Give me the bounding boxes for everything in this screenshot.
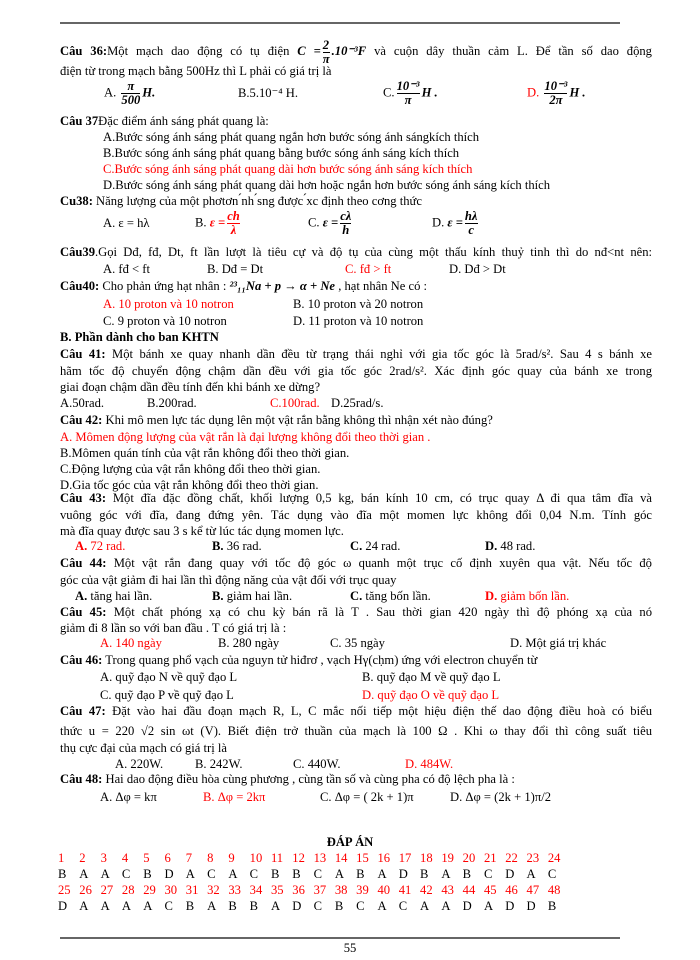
answer-number: 24 — [547, 851, 561, 865]
option-b: B. 242W. — [195, 757, 243, 771]
option-a: A. fđ < ft — [103, 262, 150, 276]
reaction-formula: ²³₁₁Na + p → α + Ne — [229, 279, 336, 293]
answer-numbers-row-1 — [58, 851, 658, 866]
answer-number: 1 — [58, 851, 65, 865]
answer-number: 22 — [505, 851, 518, 865]
answer-number: 4 — [121, 851, 129, 865]
answer-number: 33 — [228, 883, 241, 897]
option-text: 48 rad. — [500, 539, 536, 553]
fraction-num: cλ — [340, 209, 352, 223]
answer-letters-row-2 — [58, 899, 658, 914]
fraction-den: 2π — [549, 93, 563, 107]
answer-letter: D — [292, 899, 302, 913]
option-d-correct: D. 484W. — [405, 757, 454, 771]
question-39 — [60, 245, 652, 260]
answer-letter: D — [58, 899, 68, 913]
question-41 — [60, 347, 652, 362]
fraction-den: 500 — [121, 93, 141, 107]
option-d-correct: D. quỹ đạo O về quỹ đạo L — [362, 688, 500, 702]
answer-number: 5 — [143, 851, 150, 865]
section-heading: B. Phần dành cho ban KHTN — [60, 330, 219, 344]
option-a-correct: A. 10 proton và 10 notron — [103, 297, 234, 311]
option-a — [75, 589, 152, 604]
answer-letter: A — [441, 867, 451, 881]
answer-numbers-row-2 — [58, 883, 658, 898]
option-d: D. Một giá trị khác — [510, 636, 607, 650]
answer-letter: B — [270, 867, 280, 881]
option-label: A. — [104, 85, 117, 100]
answer-letter: C — [483, 867, 493, 881]
option-b: B. quỹ đạo M về quỹ đạo L — [362, 670, 501, 684]
answer-number: 45 — [483, 883, 497, 897]
answer-key-title: ĐÁP ÁN — [326, 835, 374, 849]
answer-letter: A — [377, 867, 387, 881]
option-text: 36 rad. — [226, 539, 262, 553]
question-label: Câu40: — [60, 279, 100, 293]
answer-number: 3 — [100, 851, 107, 865]
answer-letter: A — [377, 899, 387, 913]
option-a: A. Δφ = kπ — [100, 790, 157, 804]
question-46 — [60, 653, 537, 668]
option-text: giảm bốn lần. — [500, 589, 570, 603]
answer-letter: A — [526, 867, 536, 881]
formula: ε = — [447, 215, 463, 230]
answer-number: 40 — [377, 883, 391, 897]
question-44 — [60, 556, 652, 571]
answer-letter: A — [228, 867, 238, 881]
answer-letter: B — [228, 899, 237, 913]
option-d: D. Δφ = (2k + 1)π/2 — [450, 790, 551, 804]
question-text: thụ cực đại của mạch có giá trị là — [60, 741, 227, 755]
answer-letter: D — [505, 867, 515, 881]
question-text: Một vật rắn đang quay với tốc độ góc ω quanh một trục cố định xuyên qua vật. Nếu tốc độ — [113, 556, 652, 570]
question-text: giai đoạn chậm dần đều tính đến khi bánh xe dừng? — [60, 380, 321, 394]
option-text: tăng bốn lần. — [365, 589, 431, 603]
answer-number: 39 — [356, 883, 369, 897]
answer-number: 34 — [249, 883, 263, 897]
answer-letters-row-1 — [58, 867, 658, 882]
answer-letter: C — [121, 867, 131, 881]
question-text: , hạt nhân Ne có : — [338, 279, 428, 293]
option-a-correct: A. Mômen động lượng của vật rắn là đại lượng không đổi theo thời gian . — [60, 430, 431, 444]
question-text: Một bánh xe quay nhanh dần đều từ trạng thái nghỉ với gia tốc góc là 5rad/s². Sau 4 s bánh xe — [112, 347, 652, 361]
question-label: Câu 44: — [60, 556, 107, 570]
option-d — [485, 539, 535, 554]
fraction-num: 10⁻³ — [544, 79, 568, 93]
option-a-correct: A. 140 ngày — [100, 636, 162, 650]
option-c — [383, 80, 438, 107]
option-label: B. — [195, 215, 207, 230]
answer-number: 25 — [58, 883, 71, 897]
question-text: điện từ trong mạch bằng 500Hz thì L phải có giá trị là — [60, 64, 332, 78]
fraction-num: π — [121, 80, 140, 94]
answer-letter: A — [483, 899, 494, 913]
question-40 — [60, 279, 427, 294]
option-b-correct: B. Δφ = 2kπ — [203, 790, 266, 804]
option-c: C. 9 proton và 10 notron — [103, 314, 227, 328]
formula: .10⁻³F — [331, 44, 367, 58]
option-a: A. ε = hλ — [103, 216, 150, 230]
answer-letter: A — [100, 899, 110, 913]
answer-number: 37 — [313, 883, 327, 897]
question-label: Câu39 — [60, 245, 95, 259]
answer-number: 20 — [462, 851, 476, 865]
question-label: Câu 46: — [60, 653, 103, 667]
question-label: Câu 41: — [60, 347, 106, 361]
option-b: B.5.10⁻⁴ H. — [238, 86, 299, 100]
answer-letter: B — [547, 899, 557, 913]
question-text: Một đĩa đặc đồng chất, khối lượng 0,5 kg, bán kính 10 cm, có trục quay Δ đi qua tâm đĩa và — [112, 491, 652, 505]
answer-letter: A — [207, 899, 217, 913]
question-label: Câu 45: — [60, 605, 107, 619]
question-label: Câu 36: — [60, 44, 108, 58]
answer-letter: B — [143, 867, 152, 881]
question-text: giảm đi 8 lần so với ban đầu . T có giá trị là : — [60, 621, 287, 635]
option-d: D.Gia tốc góc của vật rắn không đổi theo thời gian. — [60, 478, 319, 492]
answer-letter: A — [79, 899, 89, 913]
answer-number: 17 — [398, 851, 412, 865]
answer-number: 15 — [356, 851, 369, 865]
answer-number: 14 — [334, 851, 348, 865]
option-label: D. — [485, 539, 498, 553]
answer-number: 12 — [292, 851, 305, 865]
option-b — [212, 539, 262, 554]
option-c: C. Δφ = ( 2k + 1)π — [320, 790, 414, 804]
question-label: Câu 42: — [60, 413, 103, 427]
question-text: Khi mô men lực tác dụng lên một vật rắn bằng không thì nhận xét nào đúng? — [105, 413, 493, 427]
question-text: và cuộn dây thuần cảm L. Để tần số dao động — [374, 44, 652, 58]
fraction-num: 2 — [322, 37, 330, 52]
option-c: C. 440W. — [293, 757, 341, 771]
option-a-correct — [75, 539, 125, 554]
option-c-correct: C.100rad. — [270, 396, 320, 410]
formula: ε = — [209, 215, 226, 230]
answer-number: 8 — [207, 851, 214, 865]
answer-letter: B — [462, 867, 472, 881]
fraction-den: h — [342, 223, 350, 237]
answer-number: 6 — [164, 851, 171, 865]
question-text: Trong quang phổ vạch của nguyn tử hiđrơ , vạch Hγ(cḥm) ứng với electron chuyển từ — [105, 653, 538, 667]
question-48 — [60, 772, 515, 787]
question-label: Cu38: — [60, 194, 93, 208]
question-text: Năng lượng của một phơtơn ́nh ́sng được ́xc định theo cơng thức — [96, 194, 422, 208]
fraction-num: ch — [227, 209, 240, 223]
answer-number: 31 — [185, 883, 199, 897]
option-c: C.Động lượng của vật rắn không đổi theo thời gian. — [60, 462, 321, 476]
answer-number: 27 — [100, 883, 114, 897]
bottom-rule — [60, 937, 620, 939]
question-text: góc của vật giảm đi hai lần thì động năng của vật đối với trục quay — [60, 573, 397, 587]
answer-number: 16 — [377, 851, 391, 865]
answer-number: 30 — [164, 883, 178, 897]
answer-number: 35 — [270, 883, 284, 897]
answer-letter: C — [356, 899, 365, 913]
answer-letter: A — [79, 867, 89, 881]
answer-letter: A — [441, 899, 451, 913]
question-text: vuông góc với đĩa, đang đứng yên. Tác dụng vào đĩa một momen lực không đổi 0,04 N.m. Tính góc — [60, 508, 652, 522]
option-b — [212, 589, 292, 604]
option-c-correct: C. fđ > ft — [345, 262, 392, 276]
answer-number: 13 — [313, 851, 327, 865]
option-c — [350, 539, 400, 554]
option-d — [432, 210, 480, 237]
option-label: B. — [212, 589, 224, 603]
option-label: C. — [308, 215, 320, 230]
answer-number: 9 — [228, 851, 235, 865]
unit: H . — [569, 85, 586, 100]
option-b: B.200rad. — [147, 396, 197, 410]
option-label: A. — [75, 539, 88, 553]
answer-letter: B — [420, 867, 429, 881]
question-text: .Gọi Dđ, fđ, Dt, ft lần lượt là tiêu cự và độ tụ của cùng một thấu kính thuỷ tinh thì do nđ<nt nên: — [95, 245, 652, 259]
question-36 — [60, 38, 652, 66]
question-42 — [60, 413, 493, 428]
answer-letter: C — [207, 867, 216, 881]
option-b-correct — [195, 210, 242, 237]
answer-letter: D — [505, 899, 515, 913]
option-label: B. — [212, 539, 224, 553]
answer-number: 41 — [398, 883, 412, 897]
fraction-den: λ — [230, 223, 237, 237]
option-d: D. 11 proton và 10 notron — [293, 314, 424, 328]
formula: ε = — [322, 215, 339, 230]
question-label: Câu 37 — [60, 114, 99, 128]
option-d: D.Bước sóng ánh sáng phát quang dài hơn hoặc ngắn hơn bước sóng ánh sáng kích thích — [103, 178, 551, 192]
answer-number: 38 — [334, 883, 348, 897]
answer-letter: A — [185, 867, 195, 881]
answer-number: 11 — [270, 851, 284, 865]
option-text: 24 rad. — [365, 539, 401, 553]
answer-letter: D — [164, 867, 174, 881]
question-37 — [60, 114, 269, 129]
answer-number: 23 — [526, 851, 540, 865]
answer-number: 21 — [483, 851, 497, 865]
question-text: Một mạch dao động có tụ điện — [107, 44, 290, 58]
answer-number: 48 — [547, 883, 561, 897]
option-a — [104, 80, 155, 107]
question-43 — [60, 491, 652, 506]
option-b: B. 280 ngày — [218, 636, 280, 650]
answer-number: 28 — [121, 883, 135, 897]
option-a: A.50rad. — [60, 396, 105, 410]
option-a: A. quỹ đạo N về quỹ đạo L — [100, 670, 238, 684]
option-label: D. — [432, 215, 445, 230]
answer-number: 46 — [505, 883, 518, 897]
answer-number: 10 — [249, 851, 263, 865]
option-b: B. Dđ = Dt — [207, 262, 264, 276]
page-number: 55 — [343, 941, 357, 955]
option-c — [350, 589, 431, 604]
top-rule — [60, 22, 620, 24]
question-text: Đặt vào hai đầu đoạn mạch R, L, C mắc nối tiếp một hiệu điện thế dao động điều hoà có biểu — [112, 704, 652, 718]
option-d-correct — [485, 589, 569, 604]
question-text: Một chất phóng xạ có chu kỳ bán rã là T . Sau thời gian 420 ngày thì độ phóng xạ của nó — [113, 605, 652, 619]
question-text: Cho phản ứng hạt nhân : — [102, 279, 227, 293]
question-text: Đặc điểm ánh sáng phát quang là: — [98, 114, 269, 128]
answer-letter: D — [462, 899, 472, 913]
option-c: C. quỹ đạo P về quỹ đạo L — [100, 688, 234, 702]
question-text: thức u = 220 √2 sin ωt (V). Biết điện trở thuần của mạch là 100 Ω . Khi ω thay đổi thì công suất tiêu — [60, 724, 652, 738]
answer-number: 19 — [441, 851, 454, 865]
option-d: D. Dđ > Dt — [449, 262, 506, 276]
answer-number: 42 — [420, 883, 433, 897]
answer-letter: A — [420, 899, 430, 913]
option-a: A. 220W. — [115, 757, 164, 771]
question-text: Hai dao động điều hòa cùng phương , cùng tần số và cùng pha có độ lệch pha là : — [105, 772, 515, 786]
option-label: A. — [75, 589, 88, 603]
answer-letter: B — [292, 867, 301, 881]
answer-letter: A — [100, 867, 110, 881]
question-label: Câu 48: — [60, 772, 103, 786]
answer-letter: A — [121, 899, 131, 913]
unit: H. — [142, 85, 156, 100]
answer-letter: B — [356, 867, 365, 881]
option-text: 72 rad. — [90, 539, 126, 553]
answer-letter: B — [249, 899, 259, 913]
answer-letter: C — [249, 867, 259, 881]
answer-number: 29 — [143, 883, 156, 897]
answer-number: 44 — [462, 883, 476, 897]
answer-letter: B — [334, 899, 344, 913]
answer-letter: B — [58, 867, 67, 881]
answer-number: 2 — [79, 851, 86, 865]
answer-number: 18 — [420, 851, 433, 865]
answer-letter: D — [526, 899, 536, 913]
unit: H . — [421, 85, 438, 100]
option-label: D. — [527, 85, 540, 100]
answer-number: 32 — [207, 883, 220, 897]
question-38 — [60, 194, 422, 209]
fraction-num: hλ — [464, 209, 478, 223]
fraction-den: π — [322, 51, 330, 66]
option-c — [308, 210, 353, 237]
question-45 — [60, 605, 652, 620]
option-label: C. — [350, 539, 363, 553]
answer-letter: A — [270, 899, 281, 913]
answer-letter: D — [398, 867, 408, 881]
question-text: hãm tốc độ chuyển động chậm dần đều với gia tốc góc 2rad/s². Xác định góc quay của bánh xe trong — [60, 364, 652, 378]
option-label: C. — [350, 589, 363, 603]
option-text: tăng hai lần. — [90, 589, 153, 603]
answer-letter: C — [313, 899, 322, 913]
answer-letter: C — [547, 867, 557, 881]
answer-number: 26 — [79, 883, 92, 897]
option-d-correct — [527, 80, 586, 107]
question-label: Câu 43: — [60, 491, 107, 505]
option-b: B.Bước sóng ánh sáng phát quang bằng bước sóng ánh sáng kích thích — [103, 146, 460, 160]
option-a: A.Bước sóng ánh sáng phát quang ngắn hơn bước sóng ánh sángkích thích — [103, 130, 480, 144]
option-label: C. — [383, 85, 395, 100]
question-text: mà đĩa quay được sau 3 s kể từ lúc tác dụng momen lực. — [60, 524, 344, 538]
question-label: Câu 47: — [60, 704, 106, 718]
formula: C = — [297, 44, 321, 58]
answer-letter: C — [313, 867, 322, 881]
fraction-num: 10⁻³ — [396, 79, 420, 93]
answer-letter: B — [185, 899, 195, 913]
option-d: D.25rad/s. — [331, 396, 384, 410]
fraction-den: c — [468, 223, 474, 237]
option-b: B. 10 proton và 20 notron — [293, 297, 424, 311]
answer-number: 7 — [185, 851, 193, 865]
answer-letter: A — [334, 867, 344, 881]
answer-number: 36 — [292, 883, 305, 897]
option-c: C. 35 ngày — [330, 636, 385, 650]
answer-number: 43 — [441, 883, 454, 897]
option-text: giảm hai lần. — [226, 589, 293, 603]
option-c-correct: C.Bước sóng ánh sáng phát quang dài hơn bước sóng ánh sáng kích thích — [103, 162, 473, 176]
option-b: B.Mômen quán tính của vật rắn không đổi theo thời gian. — [60, 446, 350, 460]
answer-number: 47 — [526, 883, 540, 897]
answer-letter: C — [164, 899, 173, 913]
option-label: D. — [485, 589, 498, 603]
answer-letter: A — [143, 899, 153, 913]
fraction-den: π — [404, 93, 412, 107]
answer-letter: C — [398, 899, 408, 913]
question-47 — [60, 704, 652, 719]
